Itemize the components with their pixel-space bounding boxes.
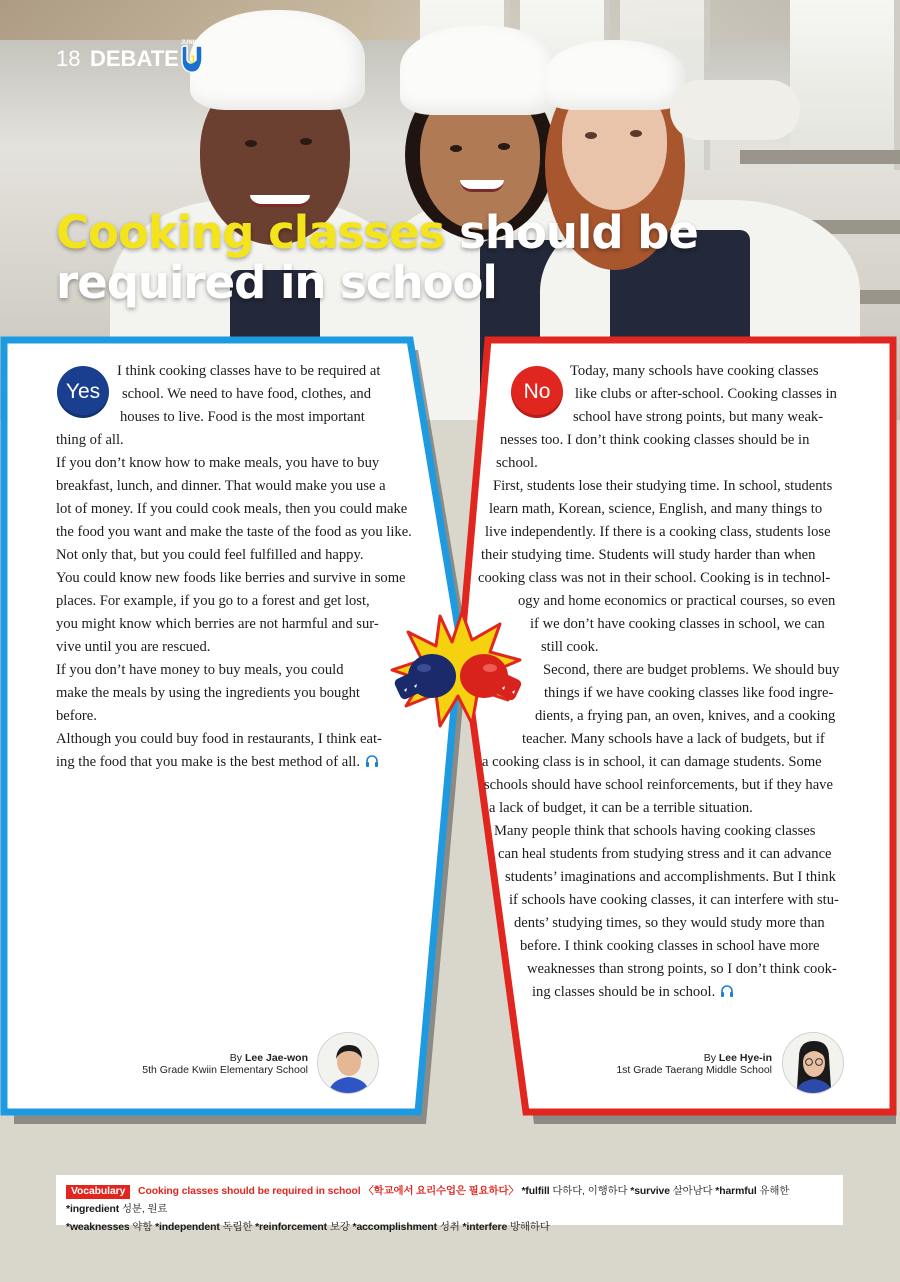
no-line: Many people think that schools having cooking classes xyxy=(494,823,816,839)
yes-line: I think cooking classes have to be required at xyxy=(117,363,381,379)
vocab-term: *ingredient xyxy=(66,1204,120,1215)
vocab-meaning: 독립한 xyxy=(222,1222,253,1233)
article-headline xyxy=(56,208,756,308)
vocabulary-tag: Vocabulary xyxy=(66,1185,130,1199)
headline-line2: required in school xyxy=(56,256,497,309)
no-line: if we don’t have cooking classes in school, we can xyxy=(530,616,825,632)
no-line: can heal students from studying stress and it can advance xyxy=(498,846,832,862)
no-byline xyxy=(616,1052,772,1076)
no-line: a lack of budget, it can be a terrible situation. xyxy=(489,800,753,816)
yes-line: the food you want and make the taste of the food as you like. xyxy=(56,524,412,540)
no-line: dients, a frying pan, an oven, knives, and a cooking xyxy=(535,708,836,724)
headline-rest: should be xyxy=(444,206,698,259)
vocab-meaning: 다하다, 이행하다 xyxy=(552,1186,628,1197)
junior-badge-letter: J xyxy=(188,54,196,66)
vocabulary-line-2 xyxy=(66,1219,833,1237)
photo-window xyxy=(790,0,900,170)
no-line: dents’ studying times, so they would study more than xyxy=(514,915,825,931)
yes-line: lot of money. If you could cook meals, then you could make xyxy=(56,501,408,517)
headline-highlight: Cooking classes xyxy=(56,206,445,259)
yes-author-name: Lee Jae-won xyxy=(244,1052,308,1064)
no-line: First, students lose their studying time. In school, students xyxy=(493,478,833,494)
no-author-name: Lee Hye-in xyxy=(718,1052,772,1064)
yes-line: houses to live. Food is the most important xyxy=(120,409,365,425)
yes-author-school: 5th Grade Kwiin Elementary School xyxy=(142,1064,308,1076)
headphones-icon[interactable] xyxy=(720,985,734,997)
yes-line-text: ing the food that you make is the best method of all. xyxy=(56,754,360,770)
no-line: Today, many schools have cooking classes xyxy=(570,363,819,379)
vocab-term: *independent xyxy=(155,1222,220,1233)
vocabulary-box xyxy=(56,1175,843,1233)
no-line: ogy and home economics or practical courses, so even xyxy=(518,593,836,609)
no-line: if schools have cooking classes, it can interfere with stu- xyxy=(509,892,839,908)
no-line: Second, there are budget problems. We should buy xyxy=(543,662,840,678)
vocab-term: *harmful xyxy=(715,1186,757,1197)
no-line: like clubs or after-school. Cooking classes in xyxy=(575,386,837,402)
vocab-term: *weaknesses xyxy=(66,1222,130,1233)
vocabulary-line-1 xyxy=(66,1183,833,1219)
no-line: before. I think cooking classes in school have more xyxy=(520,938,820,954)
no-line: schools should have school reinforcements, but if they have xyxy=(484,777,833,793)
no-line: students’ imaginations and accomplishments. But I think xyxy=(505,869,836,885)
no-line: still cook. xyxy=(541,639,599,655)
page-number: 18 xyxy=(56,46,81,71)
vocabulary-title: Cooking classes should be required in school 〈학교에서 요리수업은 필요하다〉 xyxy=(138,1186,519,1197)
yes-line xyxy=(56,751,379,774)
no-line: a cooking class is in school, it can damage students. Some xyxy=(482,754,822,770)
no-line: weaknesses than strong points, so I don’t think cook- xyxy=(527,961,837,977)
no-line: learn math, Korean, science, English, and many things to xyxy=(489,501,823,517)
vocab-meaning: 유해한 xyxy=(759,1186,790,1197)
no-author-prefix: By xyxy=(703,1052,719,1064)
yes-line: vive until you are rescued. xyxy=(56,639,211,655)
no-line: their studying time. Students will study harder than when xyxy=(481,547,816,563)
no-line: cooking class was not in their school. Cooking is in technol- xyxy=(478,570,831,586)
yes-line: If you don’t have money to buy meals, you could xyxy=(56,662,344,678)
yes-line: thing of all. xyxy=(56,432,124,448)
yes-line: make the meals by using the ingredients you bought xyxy=(56,685,360,701)
vocab-meaning: 약함 xyxy=(132,1222,153,1233)
junior-badge-word: JUNIOR xyxy=(180,40,204,46)
photo-shelf xyxy=(740,150,900,164)
vocab-term: *interfere xyxy=(462,1222,508,1233)
no-badge: No xyxy=(511,366,563,418)
vocab-meaning: 성취 xyxy=(439,1222,460,1233)
yes-line: If you don’t know how to make meals, you have to buy xyxy=(56,455,380,471)
yes-line: Not only that, but you could feel fulfilled and happy. xyxy=(56,547,364,563)
vocab-meaning: 성분, 원료 xyxy=(121,1204,168,1215)
yes-badge: Yes xyxy=(57,366,109,418)
avatar xyxy=(317,1032,379,1094)
vocab-term: *fulfill xyxy=(521,1186,550,1197)
yes-author-prefix: By xyxy=(229,1052,245,1064)
vocab-meaning: 방해하다 xyxy=(509,1222,550,1233)
headphones-icon[interactable] xyxy=(365,755,379,767)
no-line: school have strong points, but many weak- xyxy=(573,409,824,425)
junior-j-badge-icon xyxy=(176,36,208,76)
no-line: nesses too. I don’t think cooking classes should be in xyxy=(500,432,810,448)
section-title: DEBATE xyxy=(90,46,179,71)
vocab-term: *accomplishment xyxy=(352,1222,438,1233)
yes-line: You could know new foods like berries and survive in some xyxy=(56,570,406,586)
vocab-meaning: 보강 xyxy=(329,1222,350,1233)
avatar xyxy=(782,1032,844,1094)
vocab-meaning: 살아남다 xyxy=(672,1186,713,1197)
no-line: school. xyxy=(496,455,538,471)
yes-line: before. xyxy=(56,708,97,724)
no-line: teacher. Many schools have a lack of budgets, but if xyxy=(522,731,825,747)
yes-line: breakfast, lunch, and dinner. That would make you use a xyxy=(56,478,386,494)
no-line: things if we have cooking classes like food ingre- xyxy=(544,685,834,701)
yes-byline xyxy=(142,1052,308,1076)
yes-line: you might know which berries are not harmful and sur- xyxy=(56,616,379,632)
yes-author-photo xyxy=(318,1033,379,1094)
yes-line: places. For example, if you go to a forest and get lost, xyxy=(56,593,370,609)
no-line-text: ing classes should be in school. xyxy=(532,984,716,1000)
yes-line: Although you could buy food in restaurants, I think eat- xyxy=(56,731,382,747)
vocab-term: *survive xyxy=(630,1186,670,1197)
vocab-term: *reinforcement xyxy=(255,1222,328,1233)
no-line xyxy=(532,981,734,1004)
no-author-photo xyxy=(783,1033,844,1094)
yes-line: school. We need to have food, clothes, and xyxy=(122,386,372,402)
no-author-school: 1st Grade Taerang Middle School xyxy=(616,1064,772,1076)
no-line: live independently. If there is a cooking class, students lose xyxy=(485,524,831,540)
